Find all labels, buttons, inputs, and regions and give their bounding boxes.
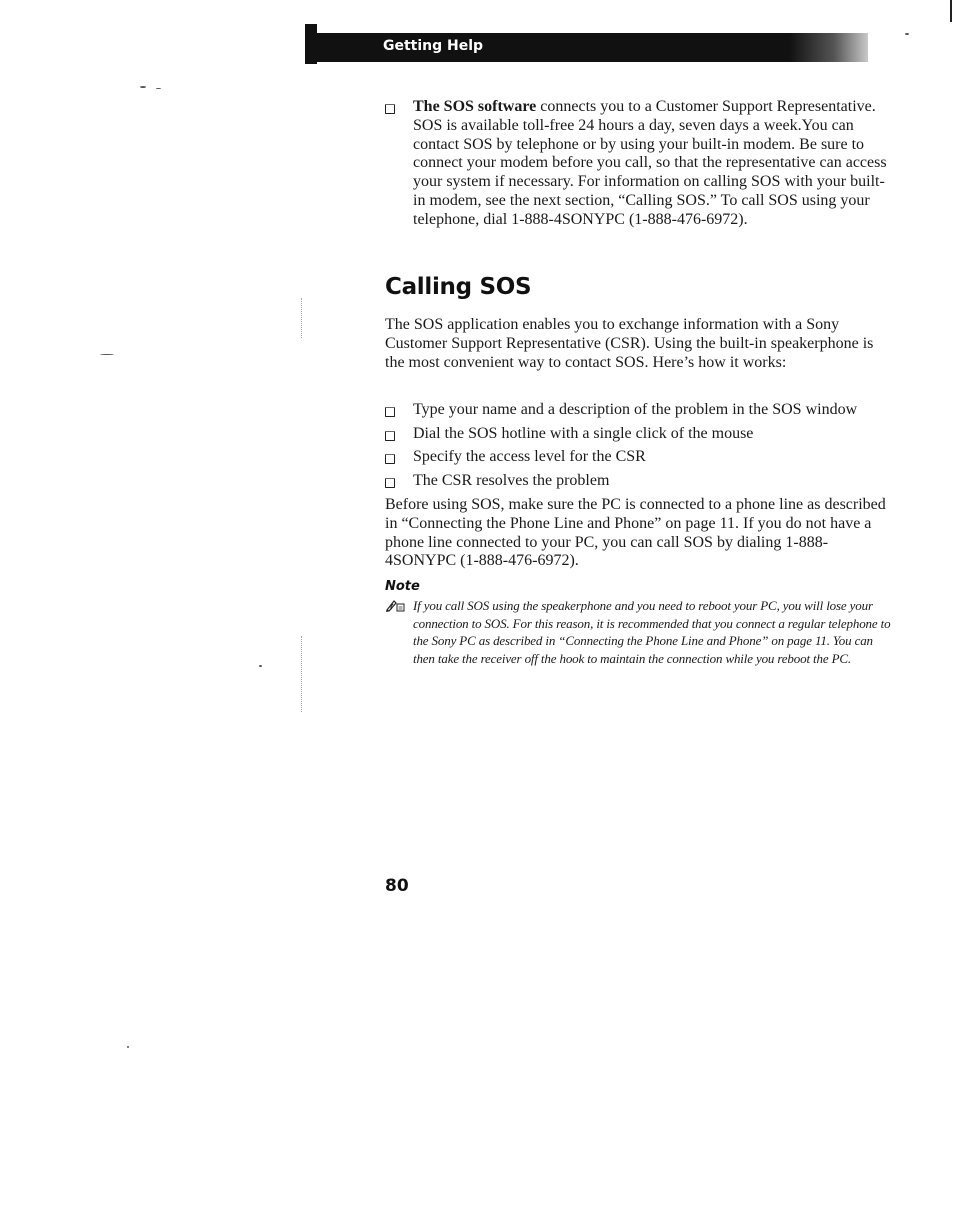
scan-margin-dots (301, 298, 303, 338)
scan-speck (156, 88, 161, 89)
list-item-text: Dial the SOS hotline with a single click of the mouse (413, 425, 754, 442)
intro-bullet-lead: The SOS software (413, 98, 537, 115)
list-item-text: The CSR resolves the problem (413, 472, 610, 489)
section-heading: Calling SOS (385, 274, 532, 300)
checkbox-bullet-icon (385, 478, 395, 488)
scan-edge-mark (950, 0, 952, 22)
page-number: 80 (385, 876, 409, 896)
list-item (385, 448, 905, 467)
scan-speck (127, 1046, 129, 1048)
scan-speck (259, 665, 262, 667)
scan-speck (140, 86, 146, 88)
list-item (385, 401, 905, 420)
section-intro: The SOS application enables you to exchange information with a Sony Customer Support Representative (CSR). Using the built-in speakerphone is the most convenient way to contact SOS. Here’s how it works: (385, 316, 874, 371)
note-label: Note (385, 579, 420, 594)
note-text: If you call SOS using the speakerphone and you need to reboot your PC, you will lose your connection to SOS. For this reason, it is recommended that you connect a regular telephone to the Sony PC as described in “Connecting the Phone Line and Phone” on page 11. You can then take the receiver off the hook to maintain the connection while you reboot the PC. (413, 598, 891, 666)
checkbox-bullet-icon (385, 454, 395, 464)
list-item (385, 425, 905, 444)
intro-bullet (385, 98, 890, 230)
list-item-text: Specify the access level for the CSR (413, 448, 646, 465)
before-using-paragraph: Before using SOS, make sure the PC is connected to a phone line as described in “Connecting the Phone Line and Phone” on page 11. If you do not have a phone line connected to your PC, you can call SOS by dialing 1-888-4SONYPC (1-888-476-6972). (385, 496, 886, 570)
intro-bullet-text: connects you to a Customer Support Representative. SOS is available toll-free 24 hours a day, seven days a week.You can contact SOS by telephone or by using your built-in modem. Be sure to connect your modem before you call, so that the representative can access your system if necessary. For information on calling SOS with your built-in modem, see the next section, “Calling SOS.” To call SOS using your telephone, dial 1-888-4SONYPC (1-888-476-6972). (413, 98, 887, 228)
pencil-note-icon (385, 598, 405, 612)
checkbox-bullet-icon (385, 104, 395, 114)
scan-speck (100, 354, 114, 355)
list-item (385, 472, 905, 491)
list-item-text: Type your name and a description of the problem in the SOS window (413, 401, 858, 418)
header-title: Getting Help (383, 38, 484, 54)
scan-margin-dots (301, 636, 303, 712)
scan-speck (905, 33, 909, 35)
checkbox-bullet-icon (385, 407, 395, 417)
checkbox-bullet-icon (385, 431, 395, 441)
